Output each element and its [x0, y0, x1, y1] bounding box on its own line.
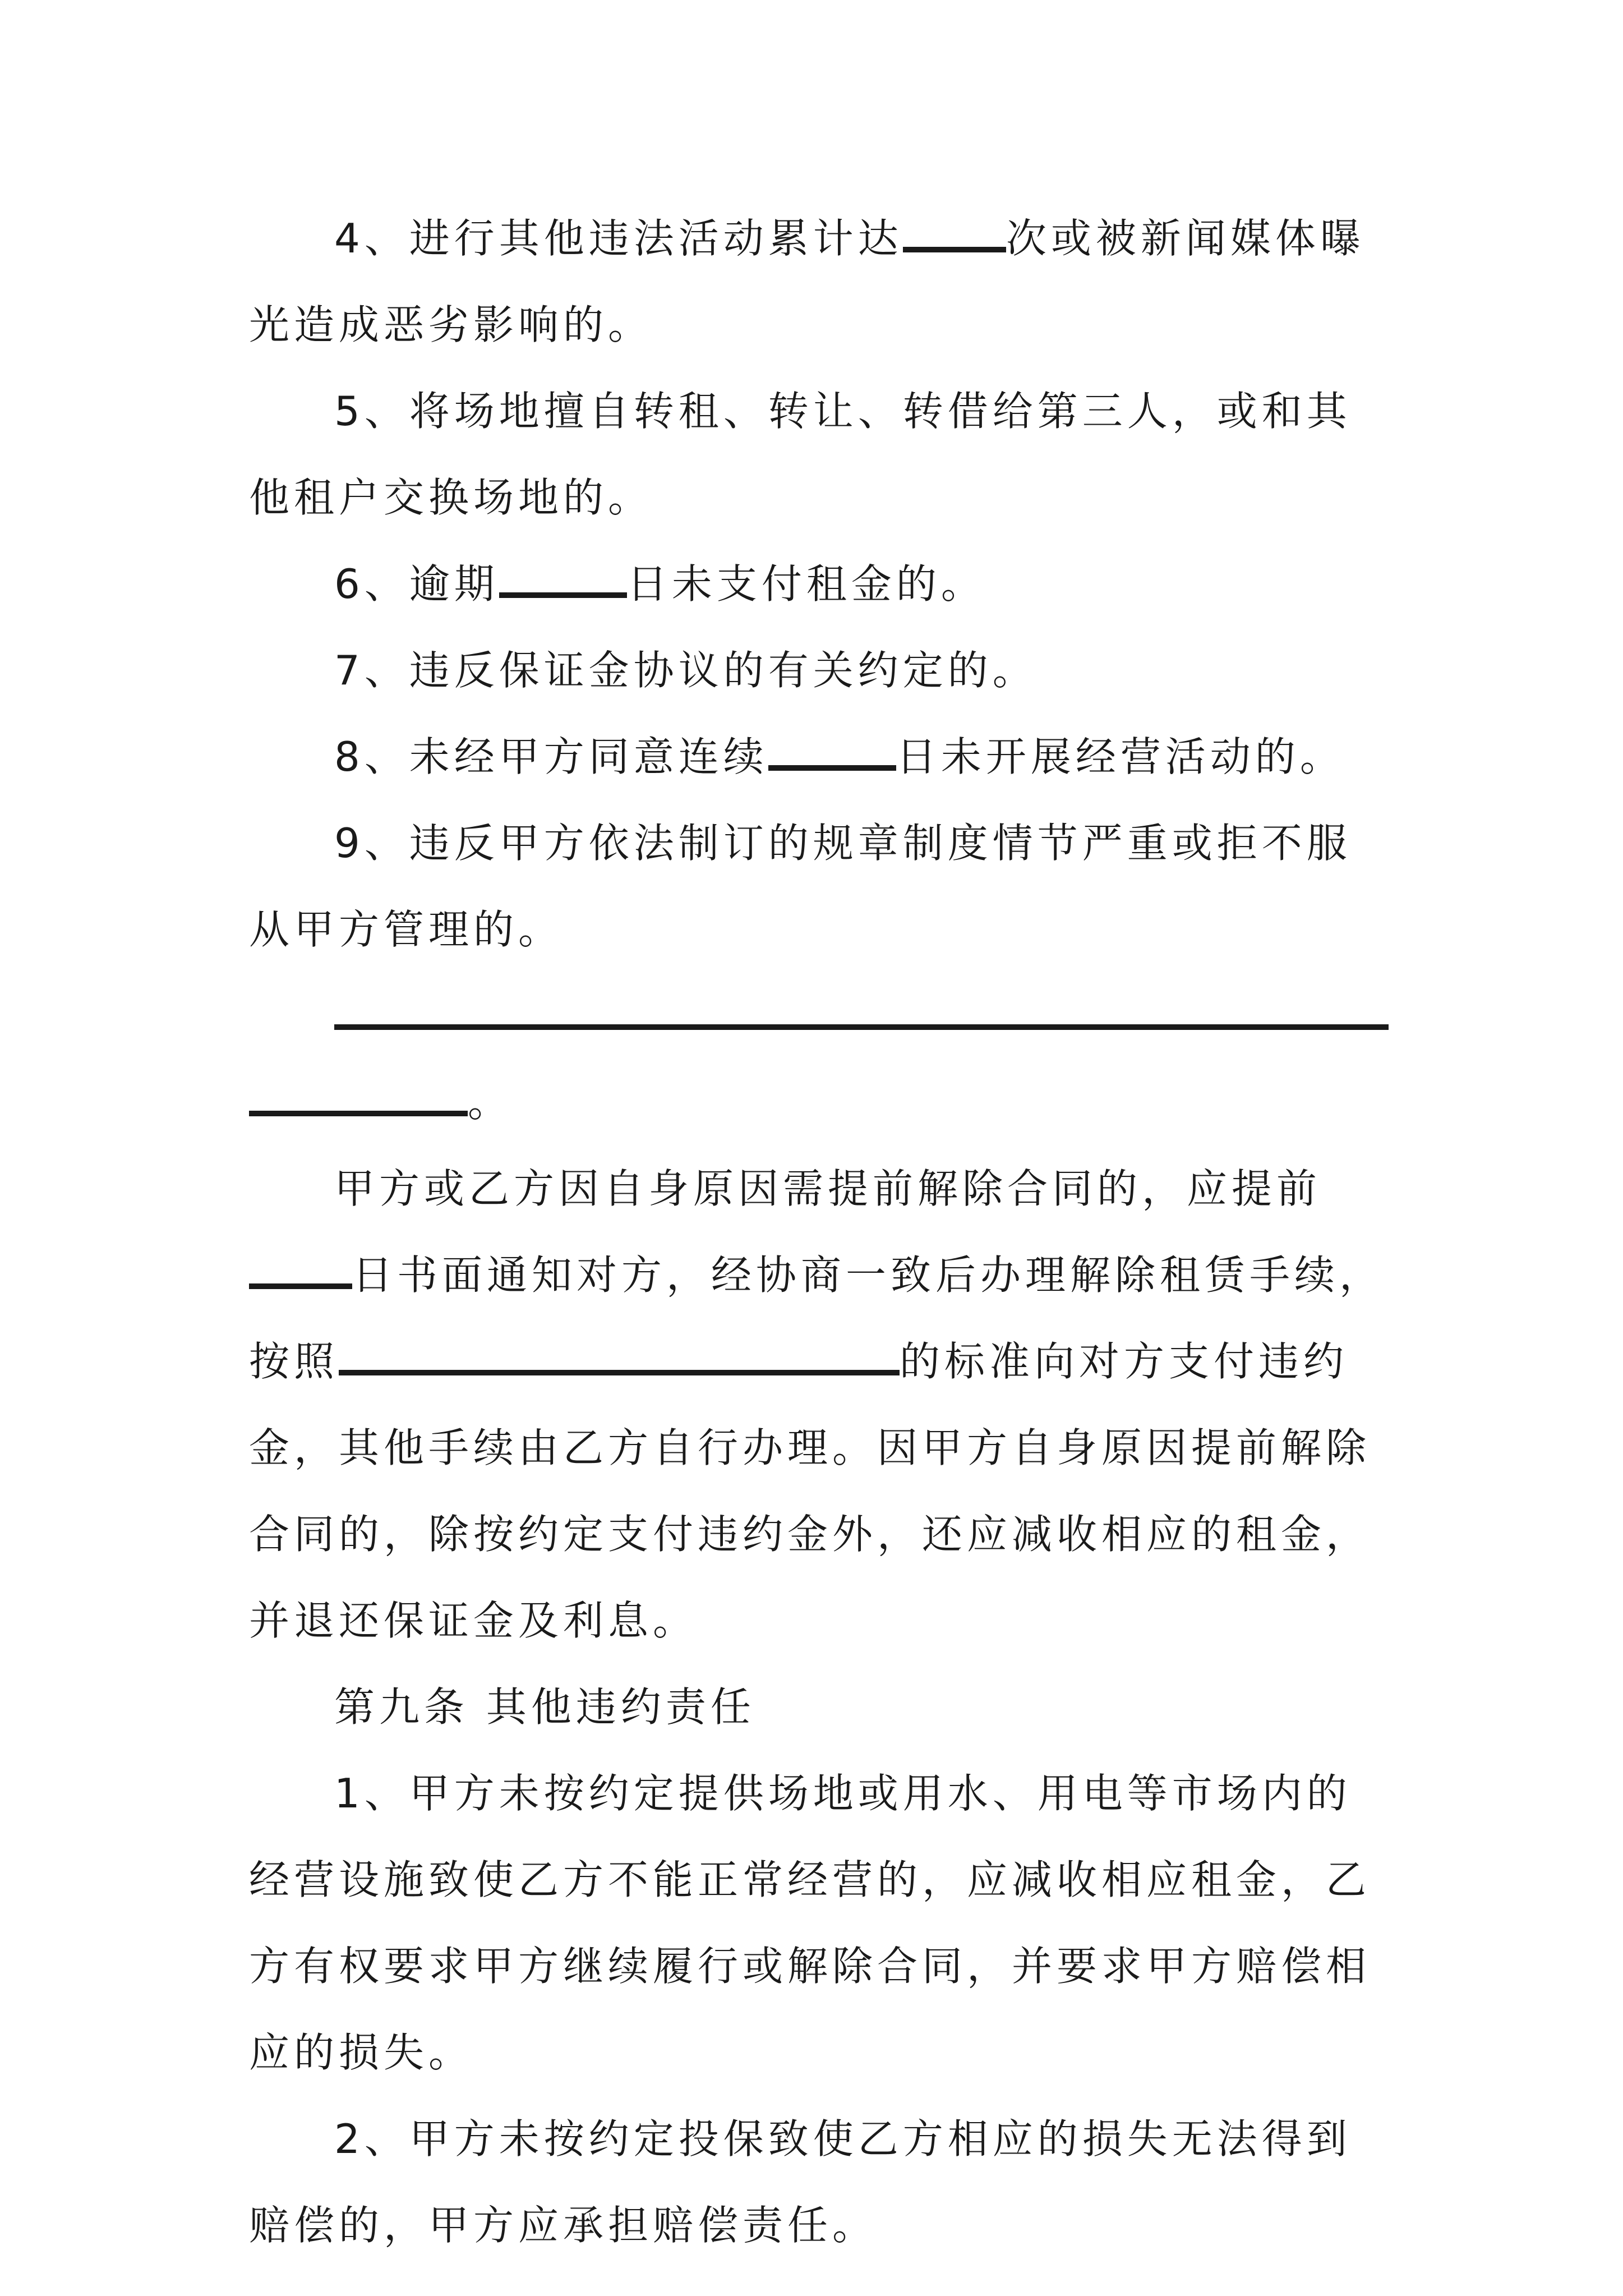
termination-clause — [249, 1145, 1389, 1664]
fill-in-blank-long-line — [334, 992, 1389, 1030]
clause-item-4 — [249, 195, 1389, 368]
clause-item-blank — [249, 973, 1389, 1145]
clause-item-8 — [249, 714, 1389, 800]
clause-item-7: 7、违反保证金协议的有关约定的。 — [334, 647, 1038, 694]
clause-item-4-text-after: 次或被新闻媒体曝光造成恶劣影响的。 — [249, 215, 1365, 348]
clause-item-5: 5、将场地擅自转租、转让、转借给第三人，或和其他租户交换场地的。 — [249, 388, 1352, 521]
clause-item-blank-period: 。 — [468, 1079, 513, 1126]
article-9-item-1: 1、甲方未按约定提供场地或用水、用电等市场内的经营设施致使乙方不能正常经营的，应减收相应租金，乙方有权要求甲方继续履行或解除合同，并要求甲方赔偿相应的损失。 — [249, 1770, 1371, 2076]
fill-in-blank-long-line-tail — [249, 1078, 468, 1116]
clause-item-8-text-before: 8、未经甲方同意连续 — [334, 733, 768, 780]
document-body — [249, 195, 1389, 2269]
article-9-heading: 第九条 其他违约责任 — [334, 1683, 755, 1731]
fill-in-blank-overdue-days — [499, 560, 627, 598]
clause-item-9: 9、违反甲方依法制订的规章制度情节严重或拒不服从甲方管理的。 — [249, 820, 1352, 953]
termination-text-part1: 甲方或乙方因自身原因需提前解除合同的，应提前 — [334, 1165, 1322, 1212]
fill-in-blank-penalty-standard — [339, 1337, 900, 1375]
article-9-item-2: 2、甲方未按约定投保致使乙方相应的损失无法得到赔偿的，甲方应承担赔偿责任。 — [249, 2115, 1352, 2249]
clause-item-4-text-before: 4、进行其他违法活动累计达 — [334, 215, 903, 262]
fill-in-blank-notice-days — [249, 1251, 352, 1289]
termination-text-part2: 日书面通知对方，经协商一致后办理解除租赁手续，按照 — [249, 1251, 1385, 1385]
clause-item-8-text-after: 日未开展经营活动的。 — [896, 733, 1345, 780]
fill-in-blank-times — [903, 214, 1006, 252]
termination-text-part3: 的标准向对方支付违约金，其他手续由乙方自行办理。因甲方自身原因提前解除合同的，除按约定支付违约金外，还应减收相应的租金，并退还保证金及利息。 — [249, 1338, 1371, 1644]
clause-item-6 — [249, 541, 1389, 627]
clause-item-6-text-before: 6、逾期 — [334, 560, 499, 608]
fill-in-blank-inactive-days — [768, 733, 896, 771]
clause-item-6-text-after: 日未支付租金的。 — [626, 560, 986, 608]
